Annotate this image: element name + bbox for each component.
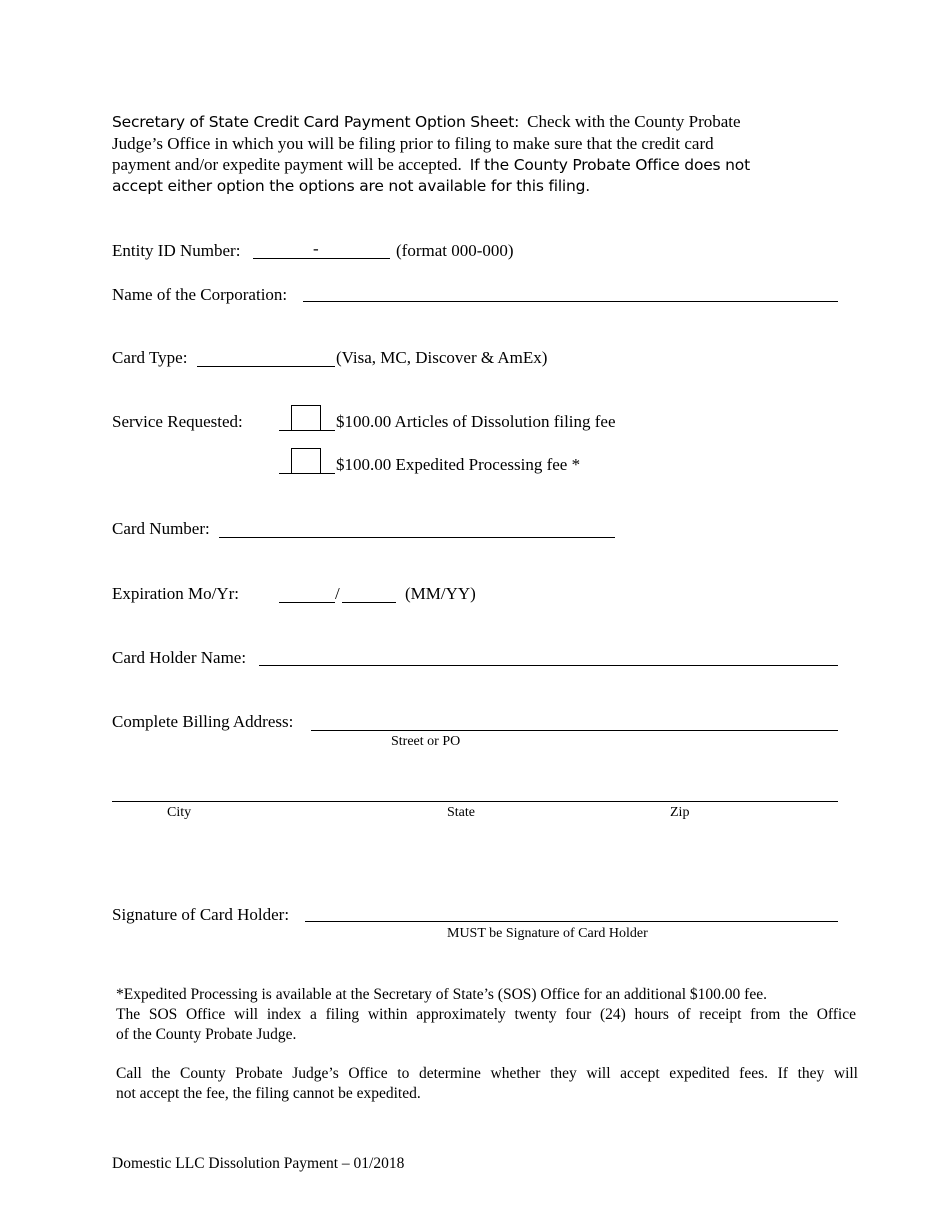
intro-text: Check with the County Probate — [527, 112, 741, 131]
card-type-hint: (Visa, MC, Discover & AmEx) — [336, 348, 548, 367]
expedite-note — [116, 985, 856, 1045]
city-caption: City — [167, 805, 192, 820]
signature-caption: MUST be Signature of Card Holder — [447, 926, 648, 941]
card-number-input[interactable] — [219, 537, 615, 538]
holder-name-input[interactable] — [259, 665, 838, 666]
intro-line-3-serif: payment and/or expedite payment will be accepted. — [112, 155, 462, 174]
card-type-label: Card Type: — [112, 348, 188, 367]
billing-city-state-zip-input[interactable] — [112, 801, 838, 802]
signature-label: Signature of Card Holder: — [112, 905, 290, 924]
call-note-line-2: not accept the fee, the filing cannot be expedited. — [116, 1085, 421, 1102]
expiration-label: Expiration Mo/Yr: — [112, 584, 240, 603]
intro-line-1 — [112, 112, 741, 132]
expedite-note-line-1: *Expedited Processing is available at the Secretary of State’s (SOS) Office for an additional $100.00 fee. — [116, 986, 767, 1003]
signature-input[interactable] — [305, 921, 838, 922]
entity-id-format: (format 000-000) — [396, 241, 514, 260]
expiration-year-input[interactable] — [342, 602, 396, 603]
expedite-note-line-3: of the County Probate Judge. — [116, 1026, 297, 1043]
intro-line-3 — [112, 155, 750, 175]
billing-street-caption: Street or PO — [391, 734, 461, 749]
intro-line-4: accept either option the options are not available for this filing. — [112, 177, 591, 195]
footer-form-id: Domestic LLC Dissolution Payment – 01/2018 — [112, 1155, 405, 1172]
expedite-note-line-2: The SOS Office will index a filing within approximately twenty four (24) hours of receipt from the Office — [116, 1006, 856, 1023]
expiration-format: (MM/YY) — [405, 584, 476, 603]
entity-id-input[interactable] — [253, 258, 390, 259]
billing-label: Complete Billing Address: — [112, 712, 294, 731]
service-option1-label: $100.00 Articles of Dissolution filing fee — [336, 412, 616, 431]
call-note-line-1: Call the County Probate Judge’s Office to determine whether they will accept expedited fees. If they will — [116, 1065, 858, 1082]
corporation-label: Name of the Corporation: — [112, 285, 288, 304]
entity-id-label: Entity ID Number: — [112, 241, 241, 260]
intro-line-3-sans: If the County Probate Office does not — [469, 156, 750, 174]
holder-name-label: Card Holder Name: — [112, 648, 247, 667]
billing-street-input[interactable] — [311, 730, 838, 731]
service-option2-label: $100.00 Expedited Processing fee * — [336, 455, 581, 474]
expiration-separator: / — [335, 584, 340, 603]
entity-id-separator: - — [313, 239, 319, 258]
zip-caption: Zip — [670, 805, 690, 820]
intro-line-2: Judge’s Office in which you will be filing prior to filing to make sure that the credit card — [112, 134, 714, 153]
corporation-input[interactable] — [303, 301, 838, 302]
expiration-month-input[interactable] — [279, 602, 335, 603]
service-option2-checkbox[interactable] — [291, 448, 321, 474]
service-label: Service Requested: — [112, 412, 243, 431]
card-type-input[interactable] — [197, 366, 335, 367]
call-note — [116, 1064, 858, 1104]
intro-title: Secretary of State Credit Card Payment Option Sheet: — [112, 113, 520, 131]
state-caption: State — [447, 805, 475, 820]
card-number-label: Card Number: — [112, 519, 210, 538]
service-option1-checkbox[interactable] — [291, 405, 321, 431]
